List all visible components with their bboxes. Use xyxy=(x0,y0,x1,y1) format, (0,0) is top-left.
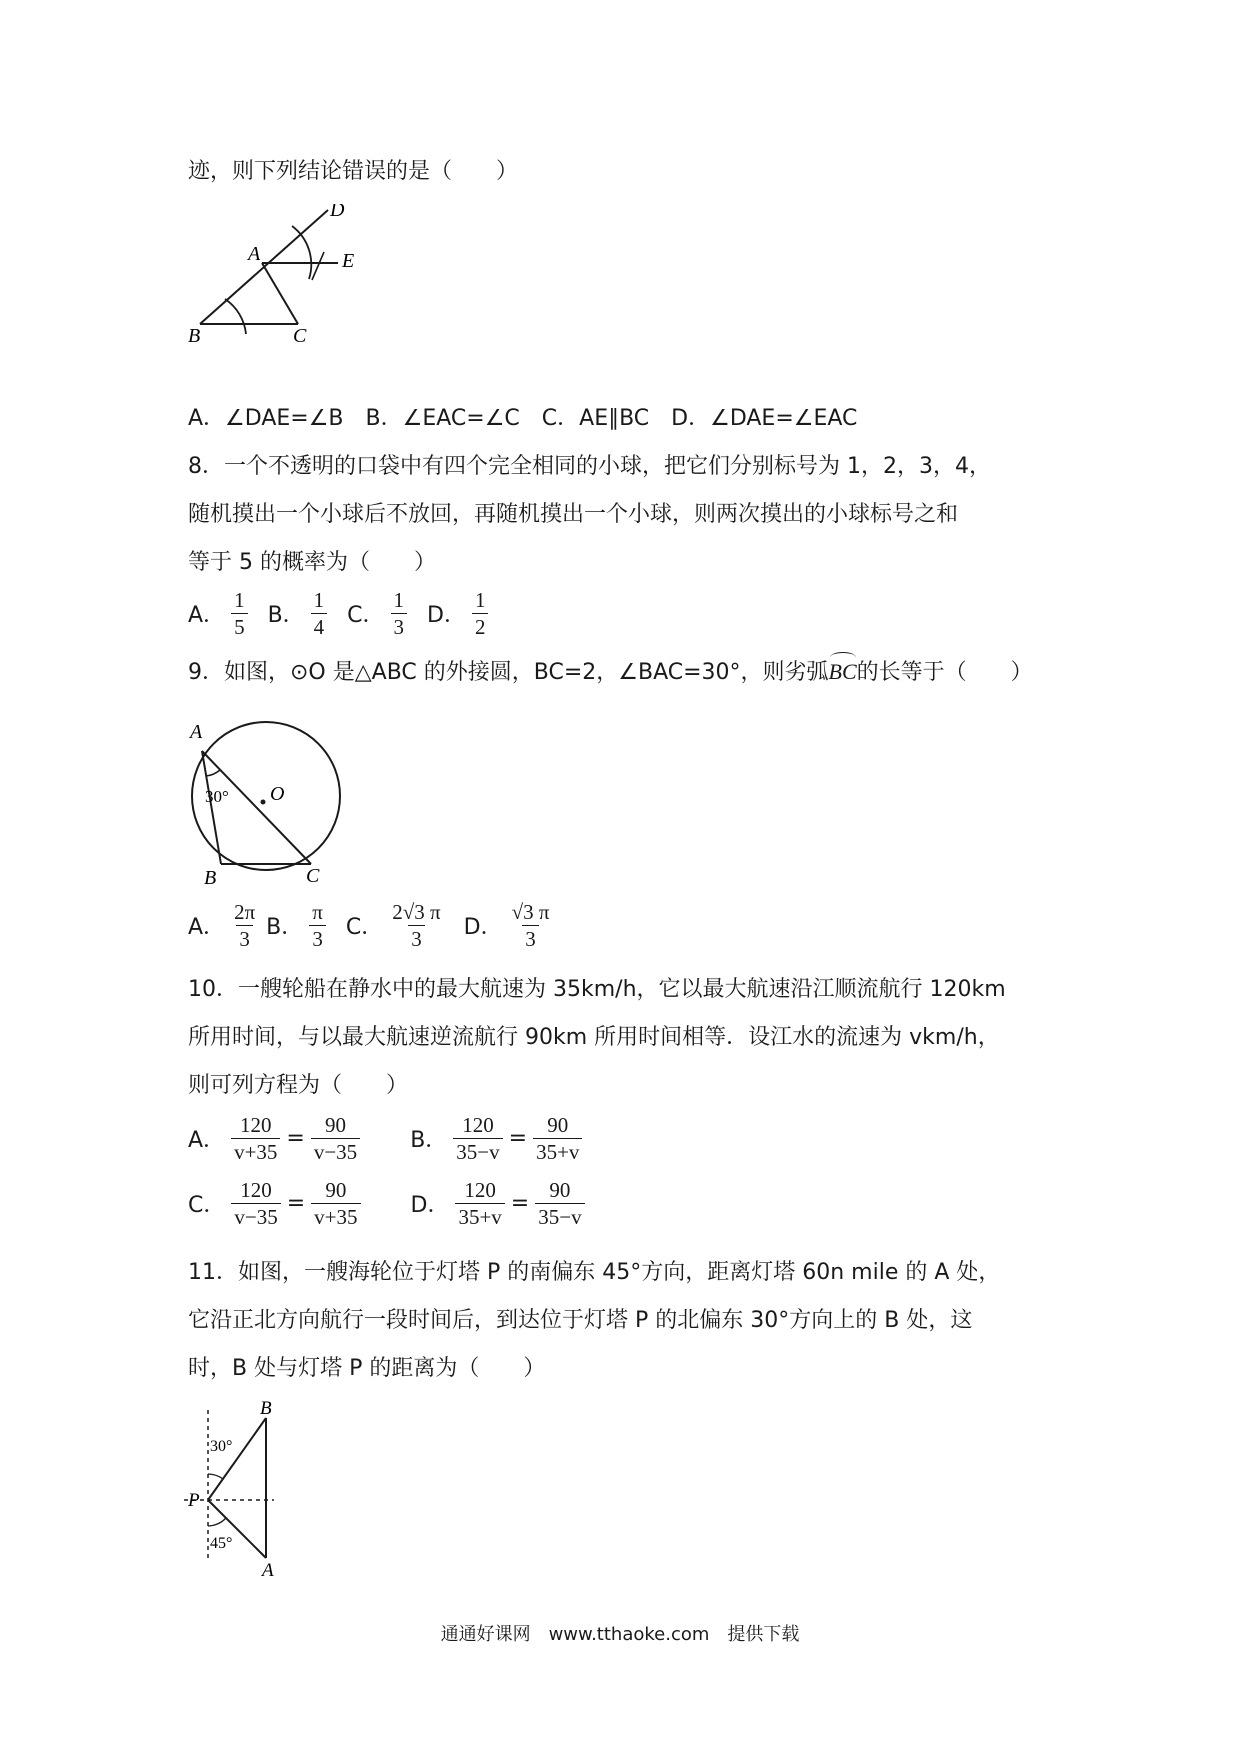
q10-option-d-left: $\frac{120}{35+v}$ xyxy=(455,1178,504,1229)
q8-line-3: 等于 5 的概率为（ ） xyxy=(188,550,436,575)
q10-line-3: 则可列方程为（ ） xyxy=(188,1073,409,1098)
q9-option-a-label: A． xyxy=(188,915,226,940)
label-c: C xyxy=(293,325,307,347)
line-ac xyxy=(262,263,298,324)
arc-mark xyxy=(312,252,324,280)
q10-option-d-equals: = xyxy=(510,1191,530,1216)
q8-option-c-fraction: $\frac{1}{3}$ xyxy=(391,588,408,639)
q9-option-d-label: D． xyxy=(463,915,503,940)
q11-line-1: 11．如图，一艘海轮位于灯塔 P 的南偏东 45°方向，距离灯塔 60n mile 的 A 处， xyxy=(188,1260,1001,1285)
q7-options: A．∠DAE=∠B B．∠EAC=∠C C．AE∥BC D．∠DAE=∠EAC xyxy=(188,406,858,431)
q10-options-row-2 xyxy=(188,1178,591,1229)
q7-stem-tail: 迹，则下列结论错误的是（ ） xyxy=(188,159,519,184)
label-o: O xyxy=(270,783,285,805)
q10-option-a-left: $\frac{120}{v+35}$ xyxy=(231,1113,280,1164)
q11-figure xyxy=(182,1398,302,1582)
angle-45-arc xyxy=(208,1518,226,1526)
q10-option-b-right: $\frac{90}{35+v}$ xyxy=(533,1113,582,1164)
label-angle-30: 30° xyxy=(210,1438,233,1455)
label-p: P xyxy=(188,1490,200,1511)
q8-option-d-label: D． xyxy=(427,603,466,628)
q8-line-1: 8．一个不透明的口袋中有四个完全相同的小球，把它们分别标号为 1，2，3，4， xyxy=(188,454,991,479)
q10-line-1: 10．一艘轮船在静水中的最大航速为 35km/h，它以最大航速沿江顺流航行 120km xyxy=(188,977,1006,1002)
q9-option-c-fraction: $\frac{2√3 \pi}{3}$ xyxy=(392,900,441,951)
q9-option-d-fraction: $\frac{√3 \pi}{3}$ xyxy=(511,900,550,951)
q9-option-b-label: B． xyxy=(266,915,304,940)
q10-option-c-equals: = xyxy=(286,1191,306,1216)
q10-option-b-equals: = xyxy=(508,1126,528,1151)
q10-option-a-right: $\frac{90}{v-35}$ xyxy=(311,1113,360,1164)
label-a: A xyxy=(262,1560,274,1578)
label-b: B xyxy=(204,867,217,886)
q9-stem-before: 9．如图，⊙O 是△ABC 的外接圆，BC=2，∠BAC=30°，则劣弧 xyxy=(188,660,829,685)
q10-options-row-1 xyxy=(188,1113,588,1164)
label-e: E xyxy=(342,250,355,272)
line-pb xyxy=(208,1418,266,1500)
q7-figure xyxy=(188,204,408,388)
q10-option-b-left: $\frac{120}{35-v}$ xyxy=(453,1113,502,1164)
q8-options xyxy=(188,588,494,639)
q11-line-3: 时，B 处与灯塔 P 的距离为（ ） xyxy=(188,1356,546,1381)
q11-line-2: 它沿正北方向航行一段时间后，到达位于灯塔 P 的北偏东 30°方向上的 B 处，这 xyxy=(188,1308,973,1333)
q9-figure xyxy=(186,716,356,890)
q9-option-a-fraction: $\frac{2\pi}{3}$ xyxy=(234,900,256,951)
page-footer: 通通好课网 www.tthaoke.com 提供下载 xyxy=(440,1624,800,1645)
q9-option-b-fraction: $\frac{\pi}{3}$ xyxy=(309,900,326,951)
center-dot xyxy=(261,800,266,805)
q10-option-c-left: $\frac{120}{v-35}$ xyxy=(231,1178,280,1229)
q10-option-a-label: A． xyxy=(188,1128,226,1153)
label-a: A xyxy=(248,243,261,265)
q8-option-b-label: B． xyxy=(267,603,305,628)
label-angle: 30° xyxy=(205,787,229,806)
q10-option-b-label: B． xyxy=(410,1128,448,1153)
q9-options xyxy=(188,900,558,951)
label-a: A xyxy=(190,721,203,743)
label-b: B xyxy=(260,1398,272,1419)
q10-option-a-equals: = xyxy=(286,1126,305,1151)
q9-stem xyxy=(188,657,1033,688)
angle-30-arc xyxy=(208,1474,223,1479)
q8-option-b-fraction: $\frac{1}{4}$ xyxy=(311,588,328,639)
q10-option-c-label: C． xyxy=(188,1193,226,1218)
q10-line-2: 所用时间，与以最大航速逆流航行 90km 所用时间相等．设江水的流速为 vkm/h， xyxy=(188,1025,1000,1050)
q8-line-2: 随机摸出一个小球后不放回，再随机摸出一个小球，则两次摸出的小球标号之和 xyxy=(188,502,959,527)
label-angle-45: 45° xyxy=(210,1535,233,1552)
q8-option-a-fraction: $\frac{1}{5}$ xyxy=(231,588,248,639)
angle-arc xyxy=(206,770,220,776)
label-c: C xyxy=(306,865,320,886)
q8-option-c-label: C． xyxy=(347,603,385,628)
label-d: D xyxy=(330,204,345,221)
q10-option-d-label: D． xyxy=(410,1193,450,1218)
arc-b xyxy=(225,299,246,334)
q9-option-c-label: C． xyxy=(345,915,384,940)
q8-option-d-fraction: $\frac{1}{2}$ xyxy=(472,588,489,639)
q9-arc-label: BC xyxy=(829,657,857,687)
q10-option-c-right: $\frac{90}{v+35}$ xyxy=(311,1178,360,1229)
q8-option-a-label: A． xyxy=(188,603,226,628)
label-b: B xyxy=(188,325,201,347)
q10-option-d-right: $\frac{90}{35-v}$ xyxy=(535,1178,584,1229)
q9-stem-after: 的长等于（ ） xyxy=(856,660,1033,685)
